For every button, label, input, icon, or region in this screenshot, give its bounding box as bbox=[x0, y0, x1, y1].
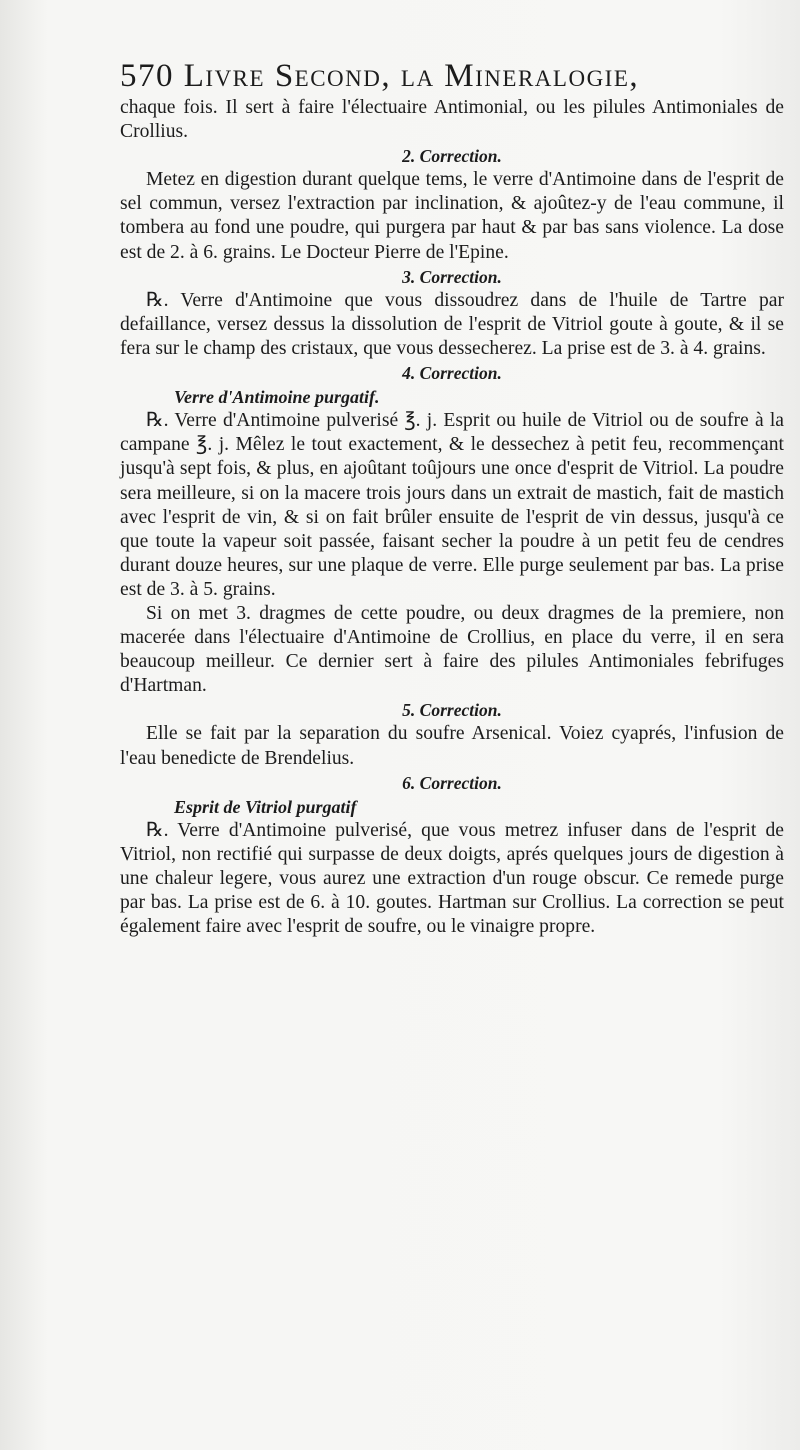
paragraph: Si on met 3. dragmes de cette poudre, ou deux dragmes de la premiere, non macerée dans l'électuaire d'Antimoine de Crollius, en place du verre, il en sera beaucoup meilleur. Ce dernier sert à faire des pilules Antimoniales febrifuges d'Hartman. bbox=[120, 602, 784, 697]
running-header: 570 Livre Second, la Mineralogie, bbox=[120, 58, 640, 94]
paragraph: Metez en digestion durant quelque tems, le verre d'Antimoine dans de l'esprit de sel commun, versez l'extraction par inclination, & ajoûtez-y de l'eau commune, il tombera au fond une poudre, qui purgera par haut & par bas sans violence. La dose est de 2. à 6. grains. Le Docteur Pierre de l'Epine. bbox=[120, 169, 784, 263]
section-heading: 5. Correction. bbox=[402, 700, 502, 721]
paragraph: chaque fois. Il sert à faire l'électuaire Antimonial, ou les pilules Antimoniales de Crollius. bbox=[120, 97, 784, 143]
section-heading: 6. Correction. bbox=[402, 772, 502, 793]
recipe-title: Verre d'Antimoine purgatif. bbox=[174, 387, 380, 408]
paragraph: ℞. Verre d'Antimoine que vous dissoudrez dans de l'huile de Tartre par defaillance, versez dessus la dissolution de l'esprit de Vitriol goute à goute, & il se fera sur le champ des cristaux, que vous dessecherez. La prise est de 3. à 4. grains. bbox=[120, 289, 784, 359]
paragraph: Elle se fait par la separation du soufre Arsenical. Voiez cyaprés, l'infusion de l'eau benedicte de Brendelius. bbox=[120, 723, 784, 769]
section-heading: 2. Correction. bbox=[402, 146, 502, 167]
paragraph: ℞. Verre d'Antimoine pulverisé ℥. j. Esprit ou huile de Vitriol ou de soufre à la campane ℥. j. Mêlez le tout exactement, & le dessechez à petit feu, recommençant jusqu'à sept fois, & plus, en ajoûtant toûjours une once d'esprit de Vitriol. La poudre sera meilleure, si on la macere trois jours dans un extrait de mastich, fait de mastich avec l'esprit de vin, & si on fait brûler ensuite de l'esprit de vin dessus, jusqu'à ce que toute la vapeur soit passée, faisant secher la poudre à un petit feu de cendres durant douze heures, sur une plaque de verre. Elle purge seulement par bas. La prise est de 3. à 5. grains. bbox=[120, 410, 784, 600]
section-heading: 4. Correction. bbox=[402, 363, 502, 384]
page-body bbox=[120, 96, 784, 939]
paragraph: ℞. Verre d'Antimoine pulverisé, que vous metrez infuser dans de l'esprit de Vitriol, non rectifié qui surpasse de deux doigts, aprés quelques jours de digestion à une chaleur legere, vous aurez une extraction d'un rouge obscur. Ce remede purge par bas. La prise est de 6. à 10. goutes. Hartman sur Crollius. La correction se peut également faire avec l'esprit de soufre, ou le vinaigre propre. bbox=[120, 819, 784, 938]
section-heading: 3. Correction. bbox=[402, 266, 502, 287]
recipe-title: Esprit de Vitriol purgatif bbox=[174, 796, 357, 817]
